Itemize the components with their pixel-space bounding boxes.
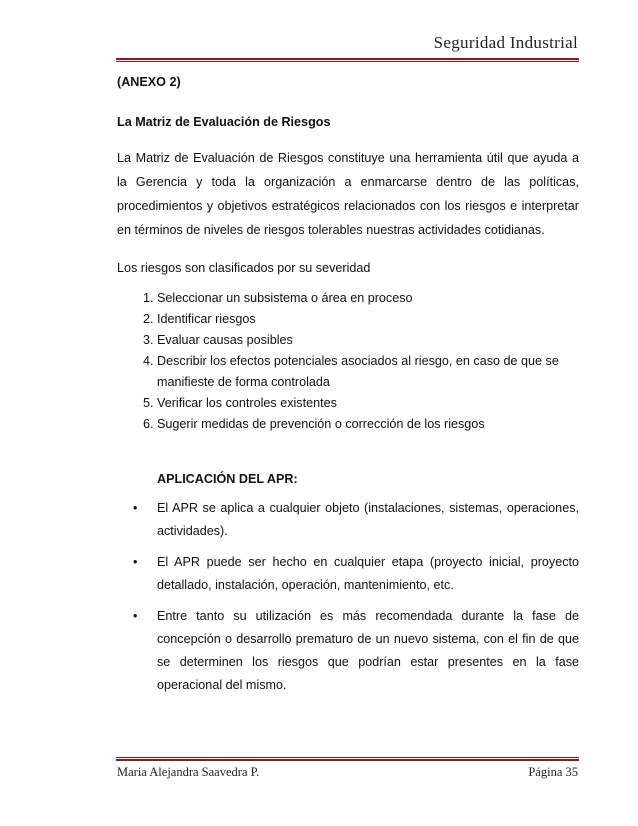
list-item: 6. Sugerir medidas de prevención o corrección de los riesgos	[157, 414, 579, 435]
bullet-icon: •	[133, 555, 138, 569]
list-item: 5. Verificar los controles existentes	[157, 393, 579, 414]
body-paragraph: La Matriz de Evaluación de Riesgos constituye una herramienta útil que ayuda a la Gerencia y toda la organización a enmarcarse dentro de las políticas, procedimientos y objetivos estratégicos relacionados con los riesgos e interpretar en términos de niveles de riesgos tolerables nuestras actividades cotidianas.	[117, 151, 579, 237]
bullet-text: El APR se aplica a cualquier objeto (instalaciones, sistemas, operaciones, actividades).	[157, 501, 579, 538]
annex-label: (ANEXO 2)	[117, 75, 181, 89]
bullet-icon: •	[133, 501, 138, 515]
list-item: 2. Identificar riesgos	[157, 309, 579, 330]
bullet-icon: •	[133, 609, 138, 623]
footer-page-number: Página 35	[528, 765, 578, 779]
section-title: La Matriz de Evaluación de Riesgos	[117, 115, 331, 129]
bullet-text: Entre tanto su utilización es más recomendada durante la fase de concepción o desarrollo prematuro de un nuevo sistema, con el fin de que se determinen los riesgos que podrían estar presentes en la fase operacional del mismo.	[157, 609, 579, 692]
list-item: 3. Evaluar causas posibles	[157, 330, 579, 351]
apr-bullet-list	[117, 497, 579, 697]
footer-author: Maria Alejandra Saavedra P.	[117, 765, 260, 779]
apr-title: APLICACIÓN DEL APR:	[157, 472, 298, 486]
list-item: 1. Seleccionar un subsistema o área en proceso	[157, 288, 579, 309]
list-item	[133, 605, 579, 697]
list-item	[133, 551, 579, 597]
footer-divider	[116, 757, 579, 761]
list-item	[133, 497, 579, 543]
intro-text: Los riesgos son clasificados por su severidad	[117, 261, 371, 275]
page-content	[117, 70, 579, 705]
header-title: Seguridad Industrial	[433, 33, 578, 52]
steps-list	[117, 288, 579, 435]
list-item: 4. Describir los efectos potenciales asociados al riesgo, en caso de que se manifieste de forma controlada	[157, 351, 579, 393]
header-divider	[116, 58, 579, 62]
bullet-text: El APR puede ser hecho en cualquier etapa (proyecto inicial, proyecto detallado, instalación, operación, mantenimiento, etc.	[157, 555, 579, 592]
